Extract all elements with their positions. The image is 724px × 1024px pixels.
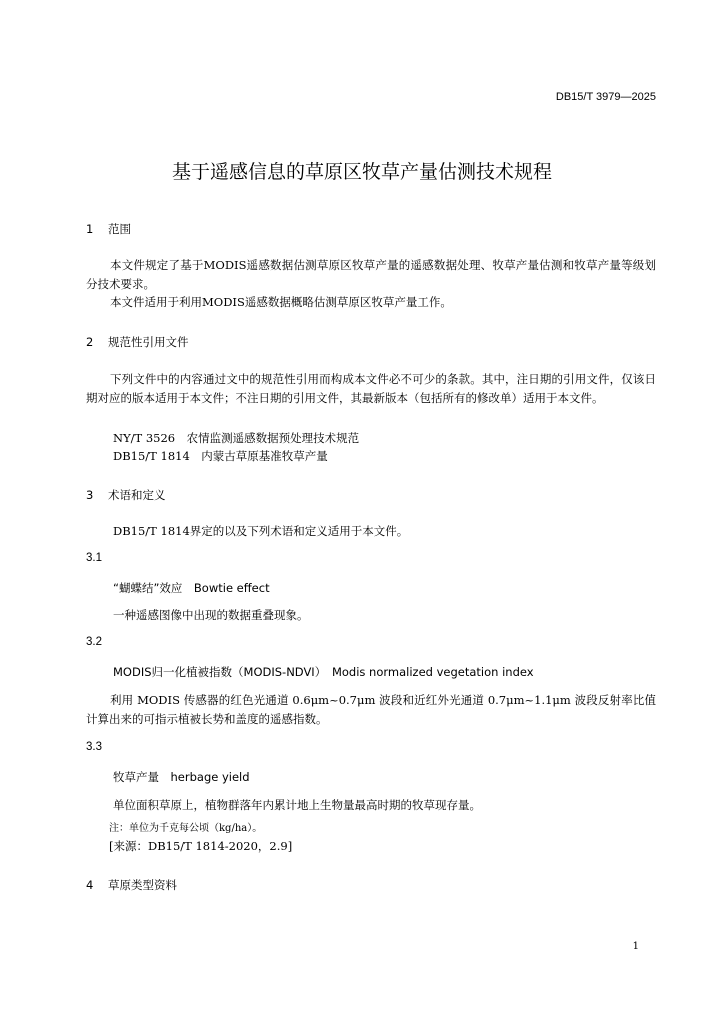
term-3-2-number: 3.2 (86, 636, 102, 648)
term-3-2-title: MODIS归一化植被指数（MODIS-NDVI） Modis normalized vegetation index (113, 665, 534, 679)
section-number: 1 (86, 222, 94, 236)
section-2-heading (86, 334, 189, 350)
term-3-1-number: 3.1 (86, 552, 102, 564)
section-1-paragraph-1: 本文件规定了基于MODIS遥感数据估测草原区牧草产量的遥感数据处理、牧草产量估测和牧草产量等级划分技术要求。 (86, 258, 656, 291)
section-number: 2 (86, 335, 94, 349)
section-number: 4 (86, 878, 94, 892)
section-number: 3 (86, 488, 94, 502)
section-title: 规范性引用文件 (108, 335, 189, 349)
document-number: DB15/T 3979—2025 (555, 91, 656, 103)
section-3-heading (86, 487, 166, 503)
section-1-heading (86, 221, 131, 237)
term-3-3-definition: 单位面积草原上，植物群落年内累计地上生物量最高时期的牧草现存量。 (113, 798, 481, 812)
term-3-3-title: 牧草产量 herbage yield (113, 770, 250, 784)
section-4-heading (86, 877, 177, 893)
normative-reference-2: DB15/T 1814 内蒙古草原基准牧草产量 (113, 449, 328, 463)
section-title: 草原类型资料 (108, 878, 177, 892)
section-3-paragraph-1: DB15/T 1814界定的以及下列术语和定义适用于本文件。 (113, 524, 409, 538)
section-title: 术语和定义 (108, 488, 166, 502)
term-3-1-definition: 一种遥感图像中出现的数据重叠现象。 (113, 608, 309, 622)
section-1-paragraph-2: 本文件适用于利用MODIS遥感数据概略估测草原区牧草产量工作。 (110, 295, 452, 309)
term-3-2-definition: 利用 MODIS 传感器的红色光通道 0.6μm~0.7μm 波段和近红外光通道 0.7μm~1.1μm 波段反射率比值计算出来的可指示植被长势和盖度的遥感指数。 (86, 693, 656, 726)
normative-reference-1: NY/T 3526 农情监测遥感数据预处理技术规范 (113, 431, 360, 445)
page-number: 1 (632, 941, 639, 952)
term-3-1-title: “蝴蝶结”效应 Bowtie effect (113, 581, 270, 595)
section-2-paragraph-1: 下列文件中的内容通过文中的规范性引用而构成本文件必不可少的条款。其中，注日期的引用文件，仅该日期对应的版本适用于本文件；不注日期的引用文件，其最新版本（包括所有的修改单）适用于本文件。 (86, 372, 656, 405)
term-3-3-number: 3.3 (86, 741, 102, 753)
term-3-3-note: 注：单位为千克每公顷（kg/ha）。 (109, 823, 263, 834)
section-title: 范围 (108, 222, 131, 236)
term-3-3-source: [来源：DB15/T 1814-2020，2.9] (109, 839, 293, 853)
document-title: 基于遥感信息的草原区牧草产量估测技术规程 (171, 161, 552, 183)
